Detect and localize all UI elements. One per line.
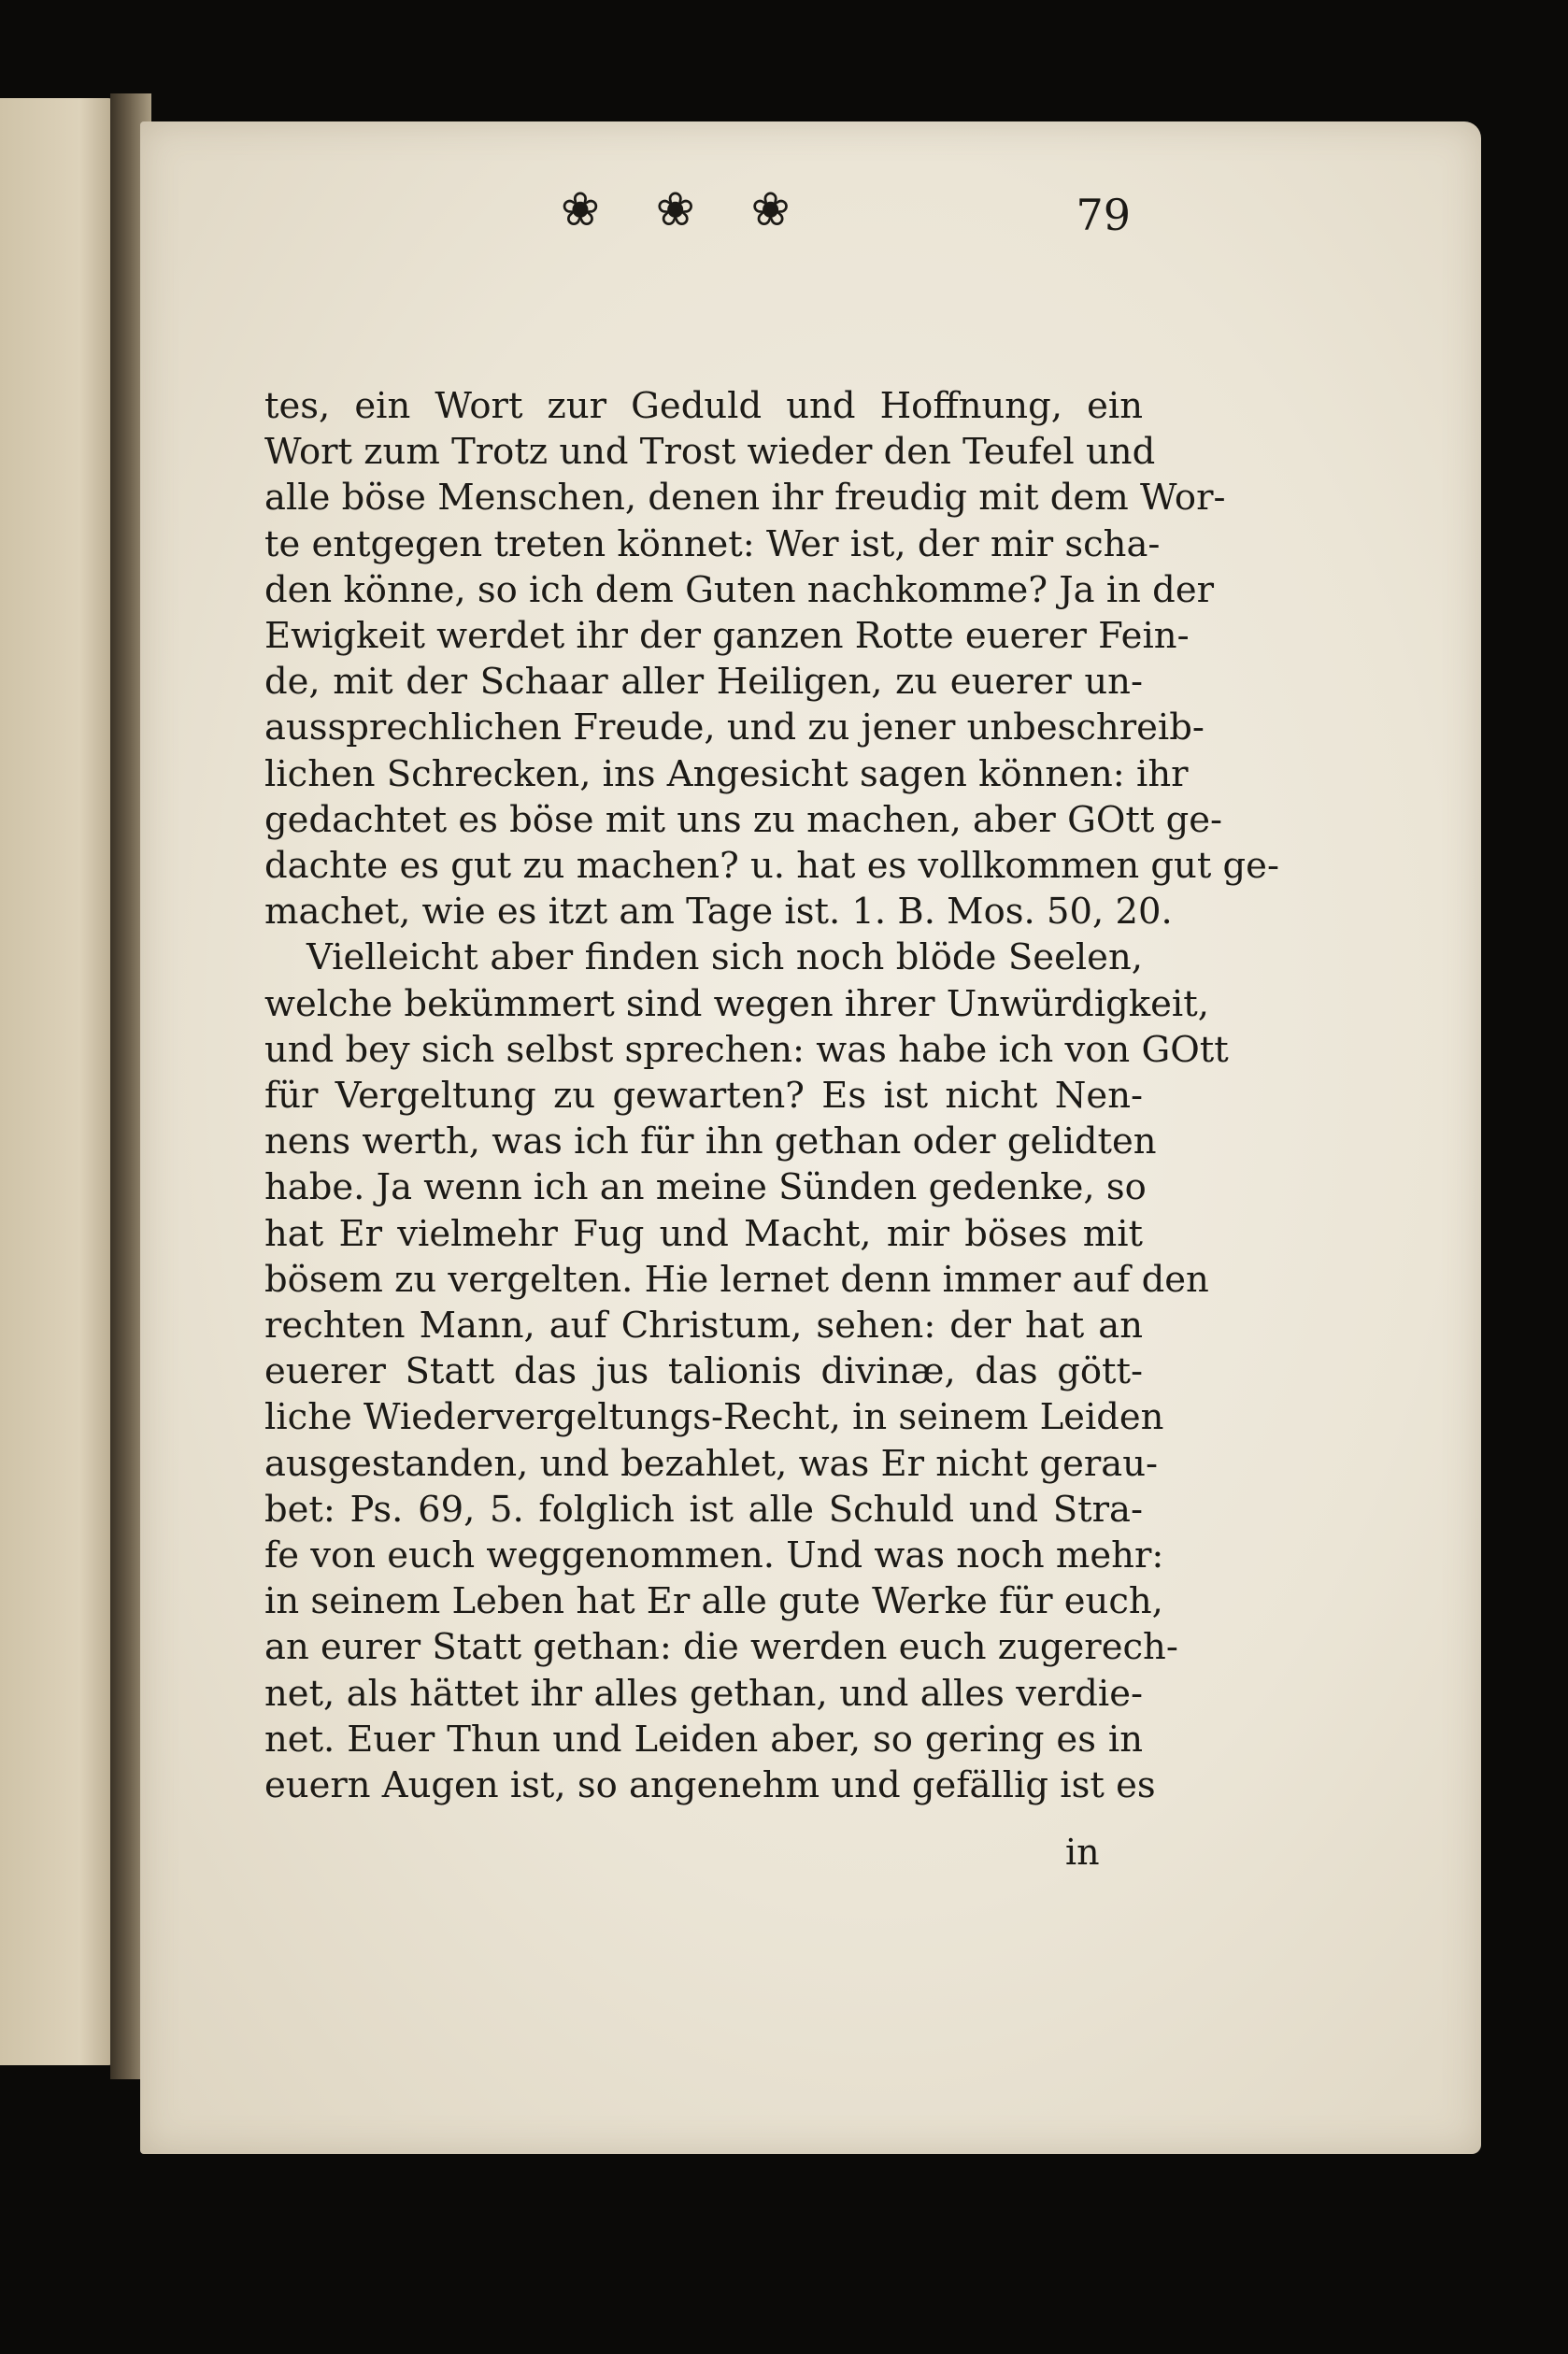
text-line: Ewigkeit werdet ihr der ganzen Rotte euerer Fein- (264, 615, 1190, 658)
text-line: machet, wie es itzt am Tage ist. 1. B. Mos. 50, 20. (264, 891, 1173, 934)
text-line: rechten Mann, auf Christum, sehen: der hat an (264, 1305, 1143, 1348)
text-line: alle böse Menschen, denen ihr freudig mit dem Wor- (264, 477, 1226, 520)
facing-page-edge (0, 98, 114, 2065)
text-line: nens werth, was ich für ihn gethan oder gelidten (264, 1120, 1157, 1163)
paragraph-start-line: Vielleicht aber finden sich noch blöde Seelen, (306, 936, 1143, 979)
text-line: tes, ein Wort zur Geduld und Hoffnung, ein (264, 385, 1143, 427)
text-line: und bey sich selbst sprechen: was habe ich von GOtt (264, 1028, 1229, 1071)
text-line: den könne, so ich dem Guten nachkomme? Ja in der (264, 568, 1215, 611)
body-text (264, 383, 1279, 1808)
text-line: in seinem Leben hat Er alle gute Werke für euch, (264, 1580, 1163, 1623)
text-line: net, als hättet ihr alles gethan, und alles verdie- (264, 1672, 1143, 1715)
text-line: hat Er vielmehr Fug und Macht, mir böses mit (264, 1212, 1143, 1255)
text-line: fe von euch weggenommen. Und was noch mehr: (264, 1534, 1164, 1577)
text-line: euern Augen ist, so angenehm und gefällig ist es (264, 1764, 1156, 1807)
text-line: gedachtet es böse mit uns zu machen, aber GOtt ge- (264, 798, 1223, 841)
text-line: Wort zum Trotz und Trost wieder den Teufel und (264, 431, 1156, 474)
text-line: euerer Statt das jus talionis divinæ, das gött- (264, 1350, 1143, 1393)
text-line: welche bekümmert sind wegen ihrer Unwürdigkeit, (264, 982, 1209, 1025)
text-line: liche Wiedervergeltungs-Recht, in seinem Leiden (264, 1396, 1164, 1439)
text-line: bösem zu vergelten. Hie lernet denn immer auf den (264, 1258, 1209, 1301)
text-line: te entgegen treten könnet: Wer ist, der mir scha- (264, 522, 1161, 565)
text-line: net. Euer Thun und Leiden aber, so gering es in (264, 1718, 1143, 1761)
text-line: bet: Ps. 69, 5. folglich ist alle Schuld und Stra- (264, 1488, 1143, 1531)
text-line: de, mit der Schaar aller Heiligen, zu euerer un- (264, 661, 1143, 704)
header-ornaments: ❀ ❀ ❀ (561, 182, 811, 236)
page-header (416, 182, 1131, 248)
text-line: für Vergeltung zu gewarten? Es ist nicht Nen- (264, 1075, 1143, 1118)
text-line: aussprechlichen Freude, und zu jener unbeschreib- (264, 706, 1205, 749)
text-line: lichen Schrecken, ins Angesicht sagen können: ihr (264, 752, 1189, 795)
text-line: dachte es gut zu machen? u. hat es vollkommen gut ge- (264, 845, 1279, 888)
text-line: habe. Ja wenn ich an meine Sünden gedenke, so (264, 1166, 1147, 1209)
text-line: an eurer Statt gethan: die werden euch zugerech- (264, 1626, 1178, 1669)
catchword: in (1065, 1832, 1100, 1873)
page-number: 79 (1076, 190, 1131, 240)
text-line: ausgestanden, und bezahlet, was Er nicht gerau- (264, 1442, 1159, 1485)
